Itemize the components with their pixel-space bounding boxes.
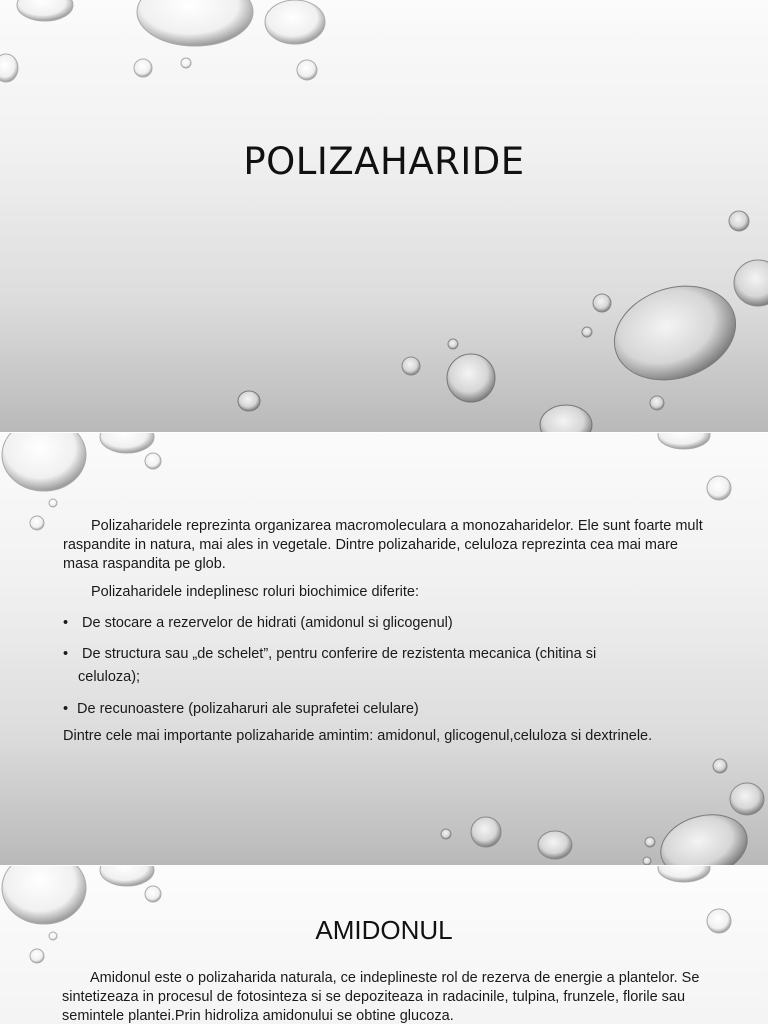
slide-title-text: POLIZAHARIDE	[243, 140, 525, 183]
water-drop	[447, 354, 495, 402]
water-drop	[643, 857, 651, 865]
water-drop	[2, 433, 86, 491]
slide-title-text: AMIDONUL	[315, 915, 453, 945]
water-drop	[734, 260, 768, 306]
water-drop	[265, 0, 325, 44]
intro-paragraph: Polizaharidele reprezinta organizarea macromoleculara a monozaharidelor. Ele sunt foarte mult raspandite in natura, mai ales in vegetale. Dintre polizaharide, celuloza reprezinta cea mai mare masa raspandita pe glob.	[63, 518, 703, 572]
water-drop	[658, 433, 710, 449]
water-drop	[471, 817, 501, 847]
water-drop	[402, 357, 420, 375]
water-drop	[0, 54, 18, 82]
bullet-item-structure: De structura sau „de schelet”, pentru conferire de rezistenta mecanica (chitina si	[82, 646, 597, 662]
bullet-symbol: •	[63, 615, 69, 631]
bullet-item-recognition: De recunoastere (polizaharuri ale suprafetei celulare)	[77, 701, 419, 717]
water-drop	[134, 59, 152, 77]
water-drop	[729, 211, 749, 231]
water-drop	[441, 829, 451, 839]
water-drop	[713, 759, 727, 773]
water-drop	[538, 831, 572, 859]
bullet-symbol: •	[63, 701, 69, 717]
water-drop	[730, 783, 764, 815]
roles-intro: Polizaharidele indeplinesc roluri biochimice diferite:	[91, 584, 420, 600]
bullet-item-storage: De stocare a rezervelor de hidrati (amidonul si glicogenul)	[82, 615, 453, 631]
slide-polysaccharides-overview	[0, 433, 768, 865]
water-drop	[181, 58, 191, 68]
water-drop	[137, 0, 253, 46]
water-drop	[30, 516, 44, 530]
water-drop	[297, 60, 317, 80]
water-drop	[707, 476, 731, 500]
water-drops-decoration	[0, 0, 768, 432]
water-drop	[17, 0, 73, 21]
water-drop	[100, 433, 154, 453]
water-drop	[448, 339, 458, 349]
water-drop	[658, 866, 710, 882]
water-drop	[540, 405, 592, 432]
water-drop	[100, 866, 154, 886]
amidon-paragraph: Amidonul este o polizaharida naturala, ce indeplineste rol de rezerva de energie a plantelor. Se sintetizeaza in procesul de fotosinteza si se depoziteaza in radacinile, tulpina, frunzele, florile sau semintele plantei.Prin hidroliza amidonului se obtine glucoza.	[62, 970, 700, 1024]
water-drop	[654, 806, 755, 865]
water-drop	[145, 453, 161, 469]
water-drop	[582, 327, 592, 337]
water-drop	[49, 499, 57, 507]
water-drop	[650, 396, 664, 410]
water-drop	[593, 294, 611, 312]
water-drop	[602, 271, 748, 395]
water-drop	[145, 886, 161, 902]
water-drop	[30, 949, 44, 963]
slide-amidonul	[0, 866, 768, 1024]
conclusion-paragraph: Dintre cele mai importante polizaharide amintim: amidonul, glicogenul,celuloza si dextrinele.	[63, 728, 653, 744]
bullet-symbol: •	[63, 646, 69, 662]
bullet-item-structure-continued: celuloza);	[78, 669, 141, 685]
water-drop	[645, 837, 655, 847]
slide-title	[0, 0, 768, 432]
water-drop	[238, 391, 260, 411]
